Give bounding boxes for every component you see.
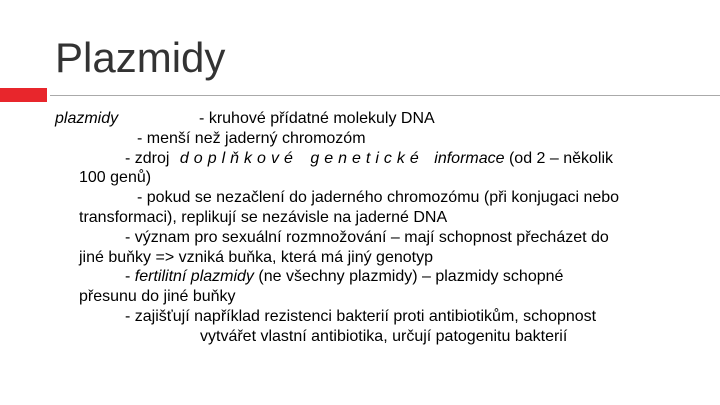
slide-title: Plazmidy [55,34,226,81]
point-smaller: - menší než jaderný chromozóm [137,129,366,147]
point-meaning: - význam pro sexuální rozmnožování – mají schopnost přecházet do [125,228,609,246]
title-rule [50,95,720,96]
point-source: - zdroj doplňkové genetické informace (od 2 – několik [125,149,614,167]
term: plazmidy [55,110,119,127]
point-resistance: - zajišťují například rezistenci bakterií proti antibiotikům, schopnost [125,307,597,325]
point-integration: - pokud se nezačlení do jaderného chromozómu (při konjugaci nebo [137,189,620,207]
point-fertility: - fertilitní plazmidy (ne všechny plazmidy) – plazmidy schopné [125,268,564,286]
point-fertility-cont: přesunu do jiné buňky [79,288,236,306]
slide-body [55,109,695,347]
definition: - kruhové přídatné molekuly DNA [199,110,435,127]
point-source-cont: 100 genů) [79,169,152,187]
definition-line [55,109,695,129]
point-meaning-cont: jiné buňky => vzniká buňka, která má jiný genotyp [79,248,433,266]
accent-bar [0,88,47,102]
point-integration-cont: transformaci), replikují se nezávisle na jaderné DNA [79,208,448,226]
point-resistance-cont: vytvářet vlastní antibiotika, určují patogenitu bakterií [200,327,568,345]
